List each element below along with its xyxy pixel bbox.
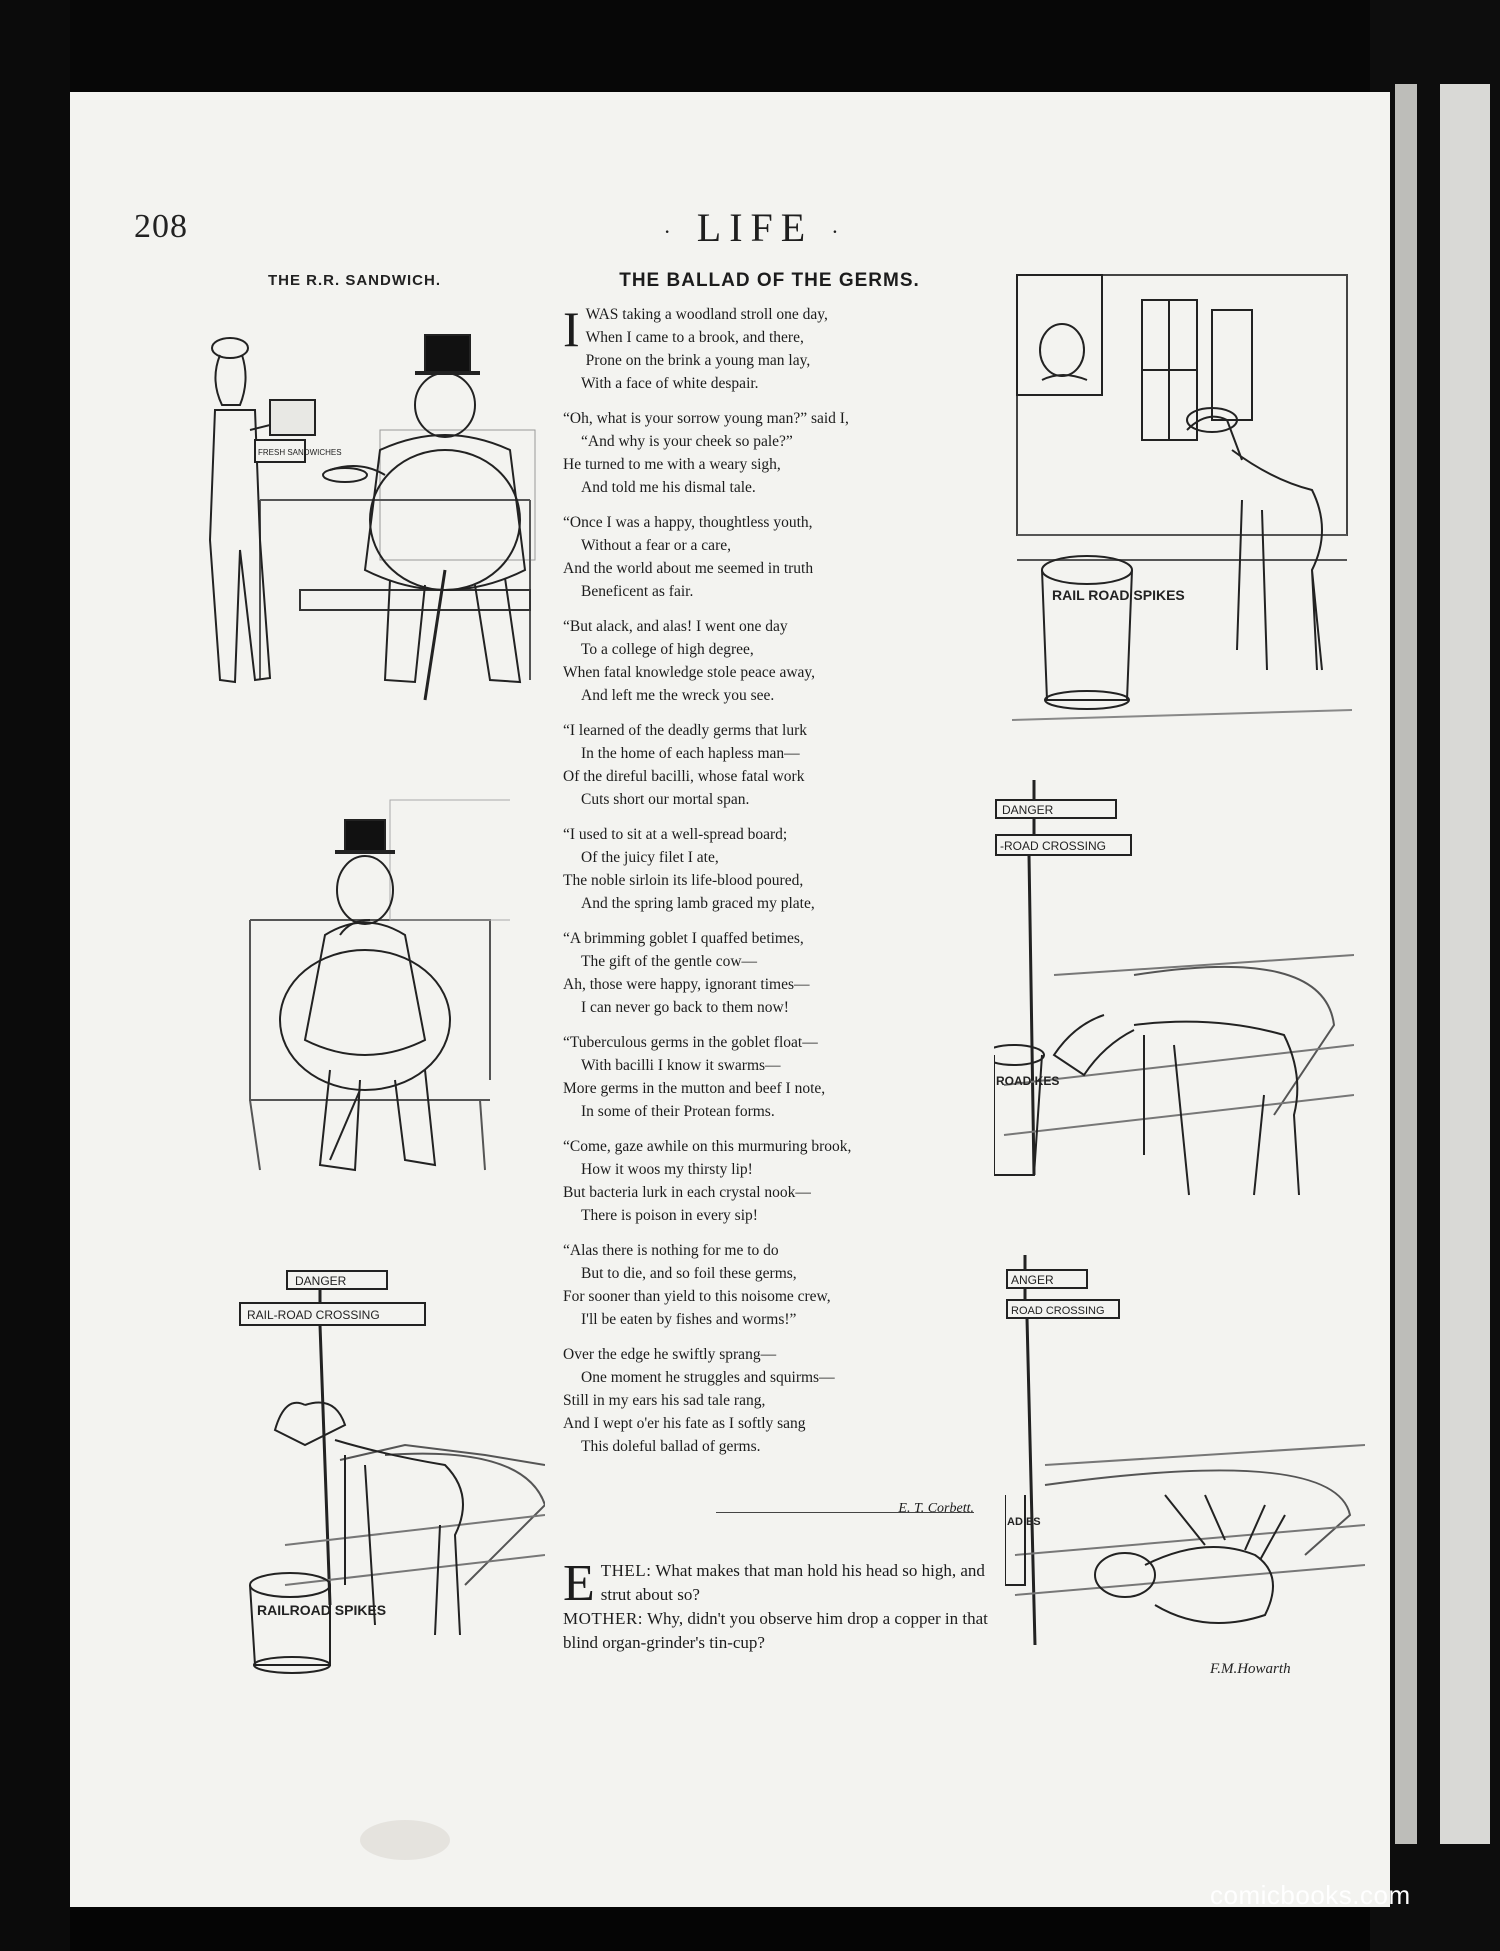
poem-line: And I wept o'er his fate as I softly sang xyxy=(563,1415,806,1432)
poem-line: But bacteria lurk in each crystal nook— xyxy=(563,1184,811,1201)
poem-line: “A brimming goblet I quaffed betimes, xyxy=(563,930,804,947)
poem-line: How it woos my thirsty lip! xyxy=(581,1161,753,1178)
poem-line: Still in my ears his sad tale rang, xyxy=(563,1392,766,1409)
poem-line: “Alas there is nothing for me to do xyxy=(563,1242,779,1259)
page-edge-sliver xyxy=(1395,84,1417,1844)
poem-line: Prone on the brink a young man lay, xyxy=(585,352,811,369)
poem-line: But to die, and so foil these germs, xyxy=(581,1265,797,1282)
poem-line: “I learned of the deadly germs that lurk xyxy=(563,722,808,739)
spikes-barrel-label: AD ES xyxy=(1007,1516,1041,1528)
scan-left-edge xyxy=(0,0,70,1951)
stanza xyxy=(563,407,998,499)
stanza xyxy=(563,719,998,811)
page-number: 208 xyxy=(134,208,188,245)
masthead-dot-right: · xyxy=(831,218,847,244)
poem-line: In some of their Protean forms. xyxy=(581,1103,775,1120)
illustration-porter-and-passenger xyxy=(200,310,550,710)
poem-line: In the home of each hapless man— xyxy=(581,745,800,762)
poem-line: “Once I was a happy, thoughtless youth, xyxy=(563,514,813,531)
poem-line: More germs in the mutton and beef I note, xyxy=(563,1080,826,1097)
illustration-goat-eating-spikes xyxy=(994,775,1354,1215)
poem-line: When fatal knowledge stole peace away, xyxy=(563,664,816,681)
illustration-goat-collapsed xyxy=(1005,1255,1365,1695)
poem-line: WAS taking a woodland stroll one day, xyxy=(585,306,828,323)
stanza xyxy=(563,823,998,915)
watermark: comicbooks.com xyxy=(1210,1880,1411,1910)
stanza xyxy=(563,615,998,707)
poem-line: With a face of white despair. xyxy=(581,375,759,392)
masthead-dot-left: · xyxy=(663,218,679,244)
danger-sign: ANGER xyxy=(1011,1273,1054,1287)
danger-sign: DANGER xyxy=(1002,803,1054,817)
stanza xyxy=(563,303,998,395)
poem-title: THE BALLAD OF THE GERMS. xyxy=(619,270,920,291)
poem-line: Without a fear or a care, xyxy=(581,537,731,554)
poem-body xyxy=(563,303,998,1470)
poem-line: And the world about me seemed in truth xyxy=(563,560,814,577)
paper-stain xyxy=(360,1820,450,1860)
poem-line: Over the edge he swiftly sprang— xyxy=(563,1346,777,1363)
poem-line: “I used to sit at a well-spread board; xyxy=(563,826,788,843)
stanza xyxy=(563,1031,998,1123)
joke-paragraph xyxy=(563,1555,995,1655)
joke-speaker-mother: MOTHER: xyxy=(563,1609,643,1628)
poem-line: With bacilli I know it swarms— xyxy=(581,1057,781,1074)
poem-line: When I came to a brook, and there, xyxy=(585,329,804,346)
illustration-man-eating-sandwich xyxy=(230,770,510,1190)
poem-line: The noble sirloin its life-blood poured, xyxy=(563,872,804,889)
poem-line: There is poison in every sip! xyxy=(581,1207,758,1224)
illustration-goat-at-train xyxy=(1012,270,1352,730)
poem-dropcap: I xyxy=(563,301,580,357)
poem-line: “But alack, and alas! I went one day xyxy=(563,618,788,635)
stanza xyxy=(563,1239,998,1331)
left-column-caption: THE R.R. SANDWICH. xyxy=(268,272,441,289)
spikes-barrel-label: RAILROAD SPIKES xyxy=(257,1602,387,1618)
scan-top-band xyxy=(0,0,1500,90)
poem-author: E. T. Corbett. xyxy=(898,1501,974,1516)
stanza xyxy=(563,511,998,603)
poem-line: To a college of high degree, xyxy=(581,641,754,658)
illustration-goat-at-crossing xyxy=(225,1255,545,1675)
poem-line: “Tuberculous germs in the goblet float— xyxy=(563,1034,818,1051)
poem-line: I can never go back to them now! xyxy=(581,999,789,1016)
poem-line: I'll be eaten by fishes and worms!” xyxy=(581,1311,797,1328)
crossing-sign: -ROAD CROSSING xyxy=(1000,839,1107,853)
poem-line: And the spring lamb graced my plate, xyxy=(581,895,815,912)
crossing-sign: ROAD CROSSING xyxy=(1011,1305,1105,1317)
poem-line: Of the juicy filet I ate, xyxy=(581,849,719,866)
stanza xyxy=(563,927,998,1019)
masthead-title: LIFE xyxy=(696,205,814,250)
fresh-sandwiches-sign: FRESH SANDWICHES xyxy=(258,448,342,457)
poem-author-rule xyxy=(716,1501,974,1517)
poem-line: The gift of the gentle cow— xyxy=(581,953,758,970)
stanza xyxy=(563,1135,998,1227)
poem-line: One moment he struggles and squirms— xyxy=(581,1369,835,1386)
poem-line: “Come, gaze awhile on this murmuring brook, xyxy=(563,1138,852,1155)
poem-line: Ah, those were happy, ignorant times— xyxy=(563,976,810,993)
danger-sign: DANGER xyxy=(295,1274,347,1288)
joke-line-ethel: What makes that man hold his head so high, and strut about so? xyxy=(600,1561,985,1604)
joke-speaker-ethel: THEL: xyxy=(600,1561,652,1580)
poem-line: Cuts short our mortal span. xyxy=(581,791,750,808)
joke-dropcap: E xyxy=(563,1555,595,1612)
poem-line: “Oh, what is your sorrow young man?” said I, xyxy=(563,410,849,427)
poem-line: And told me his dismal tale. xyxy=(581,479,756,496)
crossing-sign: RAIL-ROAD CROSSING xyxy=(247,1308,380,1322)
poem-line: For sooner than yield to this noisome crew, xyxy=(563,1288,831,1305)
spikes-barrel-label: RAIL ROAD SPIKES xyxy=(1052,587,1185,603)
spikes-barrel-label: ROAD KES xyxy=(996,1074,1060,1088)
poem-line: This doleful ballad of germs. xyxy=(581,1438,761,1455)
poem-line: Beneficent as fair. xyxy=(581,583,694,600)
next-page-sliver xyxy=(1440,84,1490,1844)
poem-line: “And why is your cheek so pale?” xyxy=(581,433,793,450)
poem-line: He turned to me with a weary sigh, xyxy=(563,456,781,473)
poem-line: And left me the wreck you see. xyxy=(581,687,775,704)
masthead xyxy=(630,204,880,251)
stanza xyxy=(563,1343,998,1458)
joke-line-mother: Why, didn't you observe him drop a copper in that blind organ-grinder's tin-cup? xyxy=(563,1609,988,1652)
poem-line: Of the direful bacilli, whose fatal work xyxy=(563,768,805,785)
artist-signature: F.M.Howarth xyxy=(1210,1661,1291,1677)
